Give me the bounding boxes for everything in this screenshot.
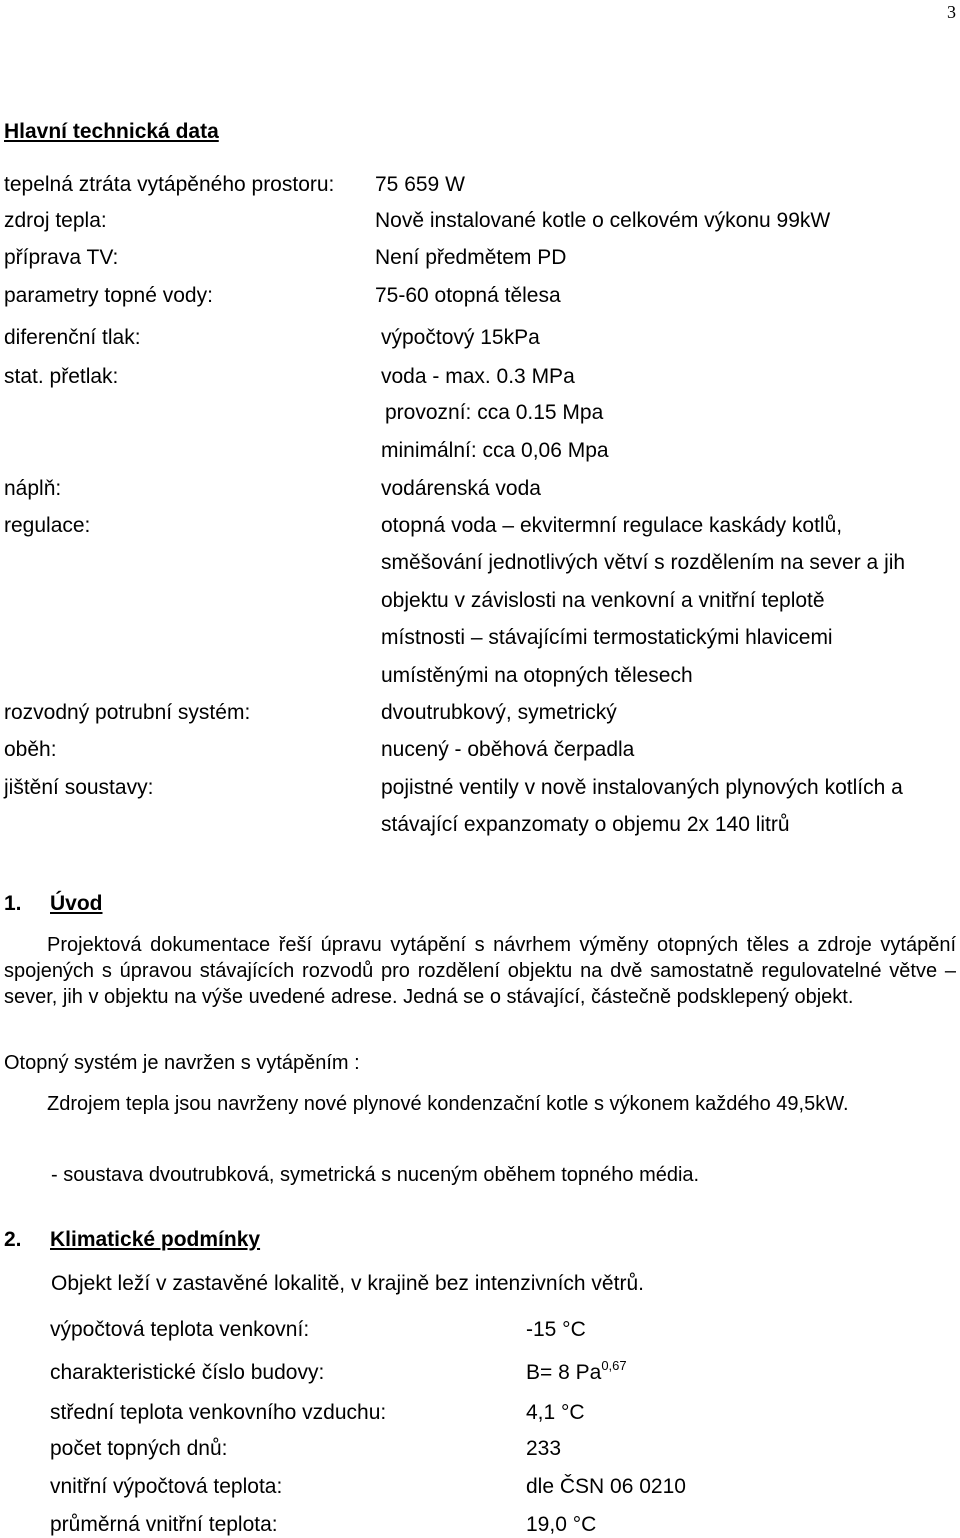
section-1-system-bullet: - soustava dvoutrubková, symetrická s nuceným oběhem topného média. xyxy=(51,1164,700,1186)
tech-row-label: jištění soustavy: xyxy=(4,776,154,799)
tech-row-label: diferenční tlak: xyxy=(4,326,141,349)
section-2-number: 2. xyxy=(4,1228,22,1251)
tech-row-value: 75 659 W xyxy=(375,173,465,196)
tech-row-label: zdroj tepla: xyxy=(4,209,107,232)
tech-row-label: regulace: xyxy=(4,514,91,537)
tech-row-value: směšování jednotlivých větví s rozdělením na sever a jih xyxy=(381,551,906,574)
climate-row-label: vnitřní výpočtová teplota: xyxy=(50,1475,283,1498)
tech-row-value: Není předmětem PD xyxy=(375,246,567,269)
section-1-paragraph xyxy=(4,932,956,1010)
tech-row-value: voda - max. 0.3 MPa xyxy=(381,365,575,388)
tech-row-value: výpočtový 15kPa xyxy=(381,326,540,349)
tech-row-value: provozní: cca 0.15 Mpa xyxy=(385,401,604,424)
section-1-system-intro: Otopný systém je navržen s vytápěním : xyxy=(4,1052,360,1074)
tech-row-value: pojistné ventily v nově instalovaných plynových kotlích a xyxy=(381,776,903,799)
tech-row-value: minimální: cca 0,06 Mpa xyxy=(381,439,609,462)
paragraph-text: Projektová dokumentace řeší úpravu vytápění s návrhem výměny otopných těles a zdroje vytápění spojených s úpravou stávajících rozvodů pro rozdělení objektu na dvě samostatně regulovatelné větve – sever, jih v objektu na výše uvedené adrese. Jedná se o stávající, částečně podsklepený objekt. xyxy=(4,934,956,1008)
tech-row-label: oběh: xyxy=(4,738,57,761)
tech-row-label: stat. přetlak: xyxy=(4,365,119,388)
climate-row-label: počet topných dnů: xyxy=(50,1437,228,1460)
section-1-source-paragraph xyxy=(4,1084,956,1124)
tech-row-value: vodárenská voda xyxy=(381,477,541,500)
tech-row-label: parametry topné vody: xyxy=(4,284,213,307)
tech-row-label: tepelná ztráta vytápěného prostoru: xyxy=(4,173,335,196)
climate-row-value: 19,0 °C xyxy=(526,1513,597,1536)
tech-row-value: 75-60 otopná tělesa xyxy=(375,284,561,307)
climate-row-value: -15 °C xyxy=(526,1318,586,1341)
building-number-exponent: 0,67 xyxy=(601,1358,627,1373)
tech-row-value: stávající expanzomaty o objemu 2x 140 litrů xyxy=(381,813,790,836)
tech-row-label: příprava TV: xyxy=(4,246,119,269)
climate-row-value xyxy=(526,1358,627,1385)
section-1-number: 1. xyxy=(4,892,22,915)
paragraph-text: Zdrojem tepla jsou navrženy nové plynové kondenzační kotle s výkonem každého 49,5kW. xyxy=(47,1093,849,1115)
climate-row-value: dle ČSN 06 0210 xyxy=(526,1475,686,1498)
tech-row-value: místnosti – stávajícími termostatickými hlavicemi xyxy=(381,626,833,649)
tech-row-value: nucený - oběhová čerpadla xyxy=(381,738,635,761)
climate-row-label: charakteristické číslo budovy: xyxy=(50,1361,325,1384)
climate-row-value: 233 xyxy=(526,1437,562,1460)
tech-row-value: umístěnými na otopných tělesech xyxy=(381,664,693,687)
section-2-intro: Objekt leží v zastavěné lokalitě, v krajině bez intenzivních větrů. xyxy=(51,1272,644,1295)
page-number: 3 xyxy=(947,2,956,22)
tech-row-label: náplň: xyxy=(4,477,62,500)
building-number-value: B= 8 Pa xyxy=(526,1361,602,1384)
tech-data-title: Hlavní technická data xyxy=(4,120,219,143)
tech-row-value: objektu v závislosti na venkovní a vnitřní teplotě xyxy=(381,589,825,612)
section-1-title: Úvod xyxy=(50,892,103,915)
tech-row-label: rozvodný potrubní systém: xyxy=(4,701,251,724)
climate-row-label: průměrná vnitřní teplota: xyxy=(50,1513,278,1536)
climate-row-label: střední teplota venkovního vzduchu: xyxy=(50,1401,387,1424)
tech-row-value: otopná voda – ekvitermní regulace kaskády kotlů, xyxy=(381,514,843,537)
tech-row-value: Nově instalované kotle o celkovém výkonu 99kW xyxy=(375,209,831,232)
climate-row-label: výpočtová teplota venkovní: xyxy=(50,1318,310,1341)
climate-row-value: 4,1 °C xyxy=(526,1401,585,1424)
tech-row-value: dvoutrubkový, symetrický xyxy=(381,701,617,724)
section-2-title: Klimatické podmínky xyxy=(50,1228,261,1251)
